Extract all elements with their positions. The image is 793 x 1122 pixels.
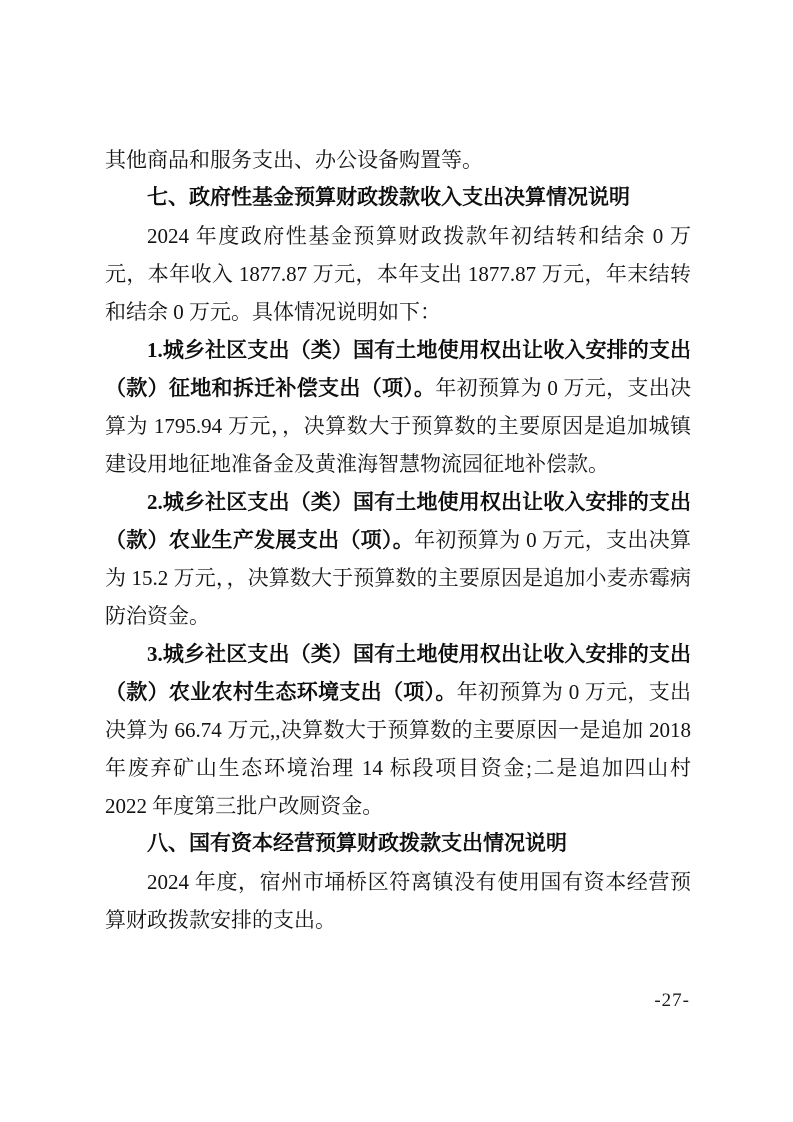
- budget-item-2: [105, 483, 691, 635]
- paragraph-continuation: 其他商品和服务支出、办公设备购置等。: [105, 148, 483, 172]
- section7-heading: 七、政府性基金预算财政拨款收入支出决算情况说明: [147, 186, 630, 209]
- budget-item-1-title: 1.城乡社区支出（类）国有土地使用权出让收入安排的支出（款）征地和拆迁补偿支出（项）。: [105, 338, 691, 400]
- budget-item-3: [105, 635, 691, 825]
- budget-item-2-detail: 年初预算为 0 万元，支出决算为 15.2 万元，，决算数大于预算数的主要原因是追加小麦赤霉病防治资金。: [105, 528, 692, 628]
- section8-heading: 八、国有资本经营预算财政拨款支出情况说明: [147, 832, 567, 855]
- section8-summary: 2024 年度，宿州市埇桥区符离镇没有使用国有资本经营预算财政拨款安排的支出。: [105, 870, 691, 932]
- section7-summary: 2024 年度政府性基金预算财政拨款年初结转和结余 0 万元，本年收入 1877.87 万元，本年支出 1877.87 万元，年末结转和结余 0 万元。具体情况说明如下：: [105, 224, 691, 324]
- document-content: [105, 141, 691, 939]
- budget-item-2-title: 2.城乡社区支出（类）国有土地使用权出让收入安排的支出（款）农业生产发展支出（项）。: [105, 490, 691, 552]
- budget-item-3-title: 3.城乡社区支出（类）国有土地使用权出让收入安排的支出（款）农业农村生态环境支出（项）。: [105, 642, 691, 704]
- budget-item-3-detail: 年初预算为 0 万元，支出决算为 66.74 万元,,决算数大于预算数的主要原因一是追加 2018 年废弃矿山生态环境治理 14 标段项目资金;二是追加四山村 2022 年度第三批户改厕资金。: [105, 680, 692, 818]
- budget-item-1-detail: 年初预算为 0 万元，支出决算为 1795.94 万元，，决算数大于预算数的主要原因是追加城镇建设用地征地准备金及黄淮海智慧物流园征地补偿款。: [105, 376, 692, 476]
- budget-item-1: [105, 331, 691, 483]
- page-number: -27-: [654, 990, 690, 1011]
